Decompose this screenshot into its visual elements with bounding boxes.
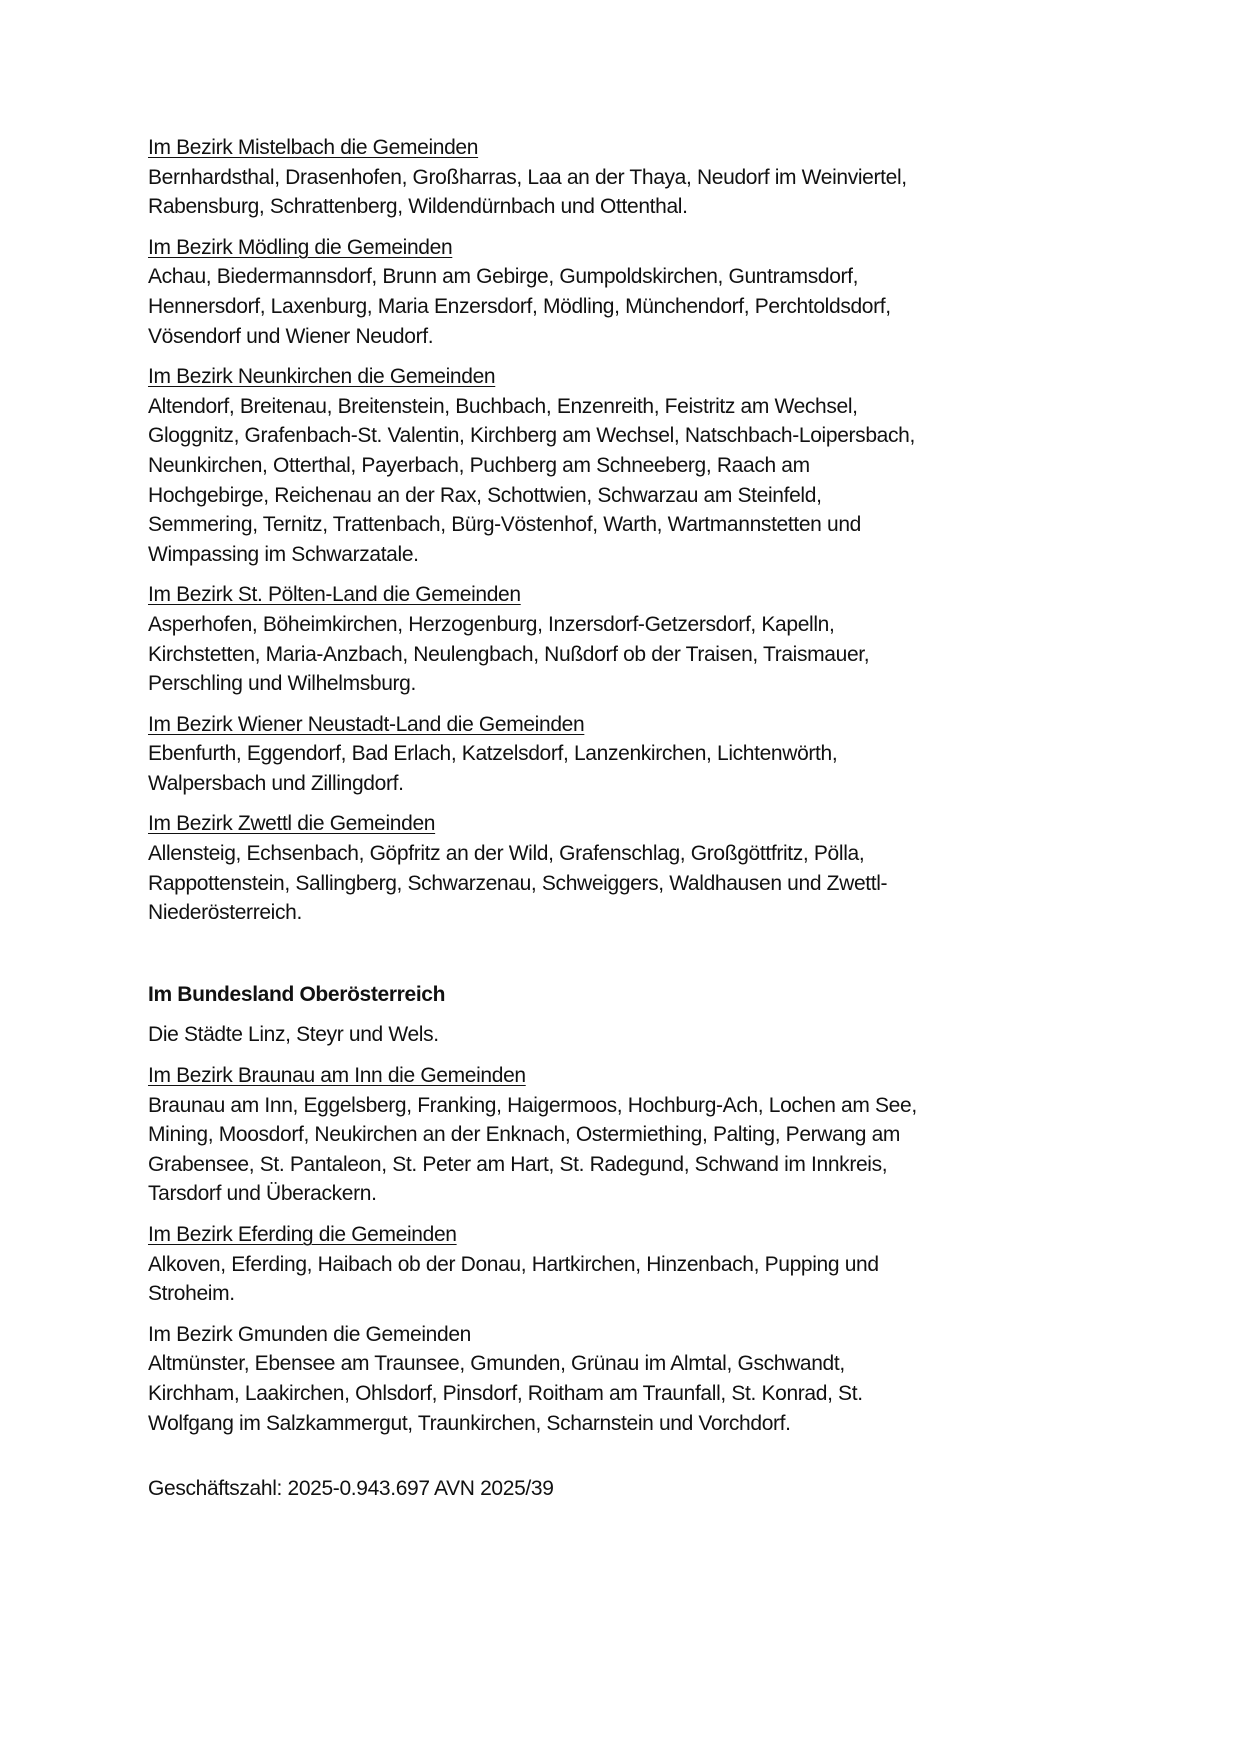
- municipality-line: Altmünster, Ebensee am Traunsee, Gmunden, Grünau im Almtal, Gschwandt,: [148, 1352, 845, 1376]
- district-heading: Im Bezirk Neunkirchen die Gemeinden: [148, 365, 496, 389]
- municipality-line: Stroheim.: [148, 1282, 235, 1306]
- district-heading: Im Bezirk Zwettl die Gemeinden: [148, 812, 436, 836]
- municipality-line: Altendorf, Breitenau, Breitenstein, Buchbach, Enzenreith, Feistritz am Wechsel,: [148, 394, 858, 418]
- municipality-line: Wolfgang im Salzkammergut, Traunkirchen, Scharnstein und Vorchdorf.: [148, 1411, 791, 1435]
- municipality-line: Asperhofen, Böheimkirchen, Herzogenburg, Inzersdorf-Getzersdorf, Kapelln,: [148, 612, 835, 636]
- district-heading: Im Bezirk Eferding die Gemeinden: [148, 1223, 457, 1246]
- municipality-line: Niederösterreich.: [148, 901, 302, 925]
- municipality-line: Semmering, Ternitz, Trattenbach, Bürg-Vöstenhof, Warth, Wartmannstetten und: [148, 513, 861, 537]
- district-braunau-am-inn: [148, 1061, 1108, 1209]
- municipality-line: Rappottenstein, Sallingberg, Schwarzenau, Schweiggers, Waldhausen und Zwettl-: [148, 871, 888, 895]
- district-heading: Im Bezirk Braunau am Inn die Gemeinden: [148, 1064, 526, 1088]
- municipality-line: Gloggnitz, Grafenbach-St. Valentin, Kirchberg am Wechsel, Natschbach-Loipersbach,: [148, 424, 915, 448]
- municipality-line: Alkoven, Eferding, Haibach ob der Donau, Hartkirchen, Hinzenbach, Pupping und: [148, 1252, 879, 1276]
- state-heading: Im Bundesland Oberösterreich: [148, 982, 446, 1006]
- municipality-line: Mining, Moosdorf, Neukirchen an der Enknach, Ostermiething, Palting, Perwang am: [148, 1123, 901, 1147]
- district-eferding: [148, 1220, 1108, 1309]
- municipality-line: Achau, Biedermannsdorf, Brunn am Gebirge, Gumpoldskirchen, Guntramsdorf,: [148, 265, 859, 289]
- municipality-line: Hennersdorf, Laxenburg, Maria Enzersdorf, Mödling, Münchendorf, Perchtoldsdorf,: [148, 294, 891, 318]
- district-heading: Im Bezirk St. Pölten-Land die Gemeinden: [148, 583, 521, 607]
- state-section-heading: [148, 980, 1108, 1010]
- district-gmunden: [148, 1320, 1108, 1438]
- municipality-line: Rabensburg, Schrattenberg, Wildendürnbach und Ottenthal.: [148, 195, 688, 219]
- district-st-poelten-land: [148, 580, 1108, 698]
- statutory-cities: [148, 1020, 1108, 1050]
- district-moedling: [148, 233, 1108, 351]
- document-body: [148, 133, 1108, 1449]
- municipality-line: Vösendorf und Wiener Neudorf.: [148, 324, 434, 348]
- cities-line: Die Städte Linz, Steyr und Wels.: [148, 1023, 439, 1047]
- municipality-line: Allensteig, Echsenbach, Göpfritz an der Wild, Grafenschlag, Großgöttfritz, Pölla,: [148, 842, 865, 866]
- municipality-line: Neunkirchen, Otterthal, Payerbach, Puchberg am Schneeberg, Raach am: [148, 453, 810, 477]
- municipality-line: Tarsdorf und Überackern.: [148, 1182, 377, 1206]
- district-mistelbach: [148, 133, 1108, 222]
- municipality-line: Walpersbach und Zillingdorf.: [148, 771, 404, 795]
- municipality-line: Bernhardsthal, Drasenhofen, Großharras, Laa an der Thaya, Neudorf im Weinviertel,: [148, 165, 907, 189]
- municipality-line: Ebenfurth, Eggendorf, Bad Erlach, Katzelsdorf, Lanzenkirchen, Lichtenwörth,: [148, 742, 838, 766]
- municipality-line: Kirchstetten, Maria-Anzbach, Neulengbach, Nußdorf ob der Traisen, Traismauer,: [148, 642, 870, 666]
- municipality-line: Grabensee, St. Pantaleon, St. Peter am Hart, St. Radegund, Schwand im Innkreis,: [148, 1152, 888, 1176]
- municipality-line: Kirchham, Laakirchen, Ohlsdorf, Pinsdorf, Roitham am Traunfall, St. Konrad, St.: [148, 1381, 863, 1405]
- district-heading: Im Bezirk Wiener Neustadt-Land die Gemeinden: [148, 712, 585, 736]
- municipality-line: Wimpassing im Schwarzatale.: [148, 542, 419, 566]
- municipality-line: Hochgebirge, Reichenau an der Rax, Schottwien, Schwarzau am Steinfeld,: [148, 483, 822, 507]
- district-zwettl: [148, 809, 1108, 927]
- district-heading: Im Bezirk Mödling die Gemeinden: [148, 235, 453, 259]
- district-heading: Im Bezirk Mistelbach die Gemeinden: [148, 136, 479, 159]
- municipality-line: Perschling und Wilhelmsburg.: [148, 672, 416, 696]
- reference-number-footer: Geschäftszahl: 2025-0.943.697 AVN 2025/39: [148, 1477, 554, 1500]
- district-heading: Im Bezirk Gmunden die Gemeinden: [148, 1322, 471, 1346]
- district-wiener-neustadt-land: [148, 710, 1108, 799]
- district-neunkirchen: [148, 362, 1108, 569]
- municipality-line: Braunau am Inn, Eggelsberg, Franking, Haigermoos, Hochburg-Ach, Lochen am See,: [148, 1093, 917, 1117]
